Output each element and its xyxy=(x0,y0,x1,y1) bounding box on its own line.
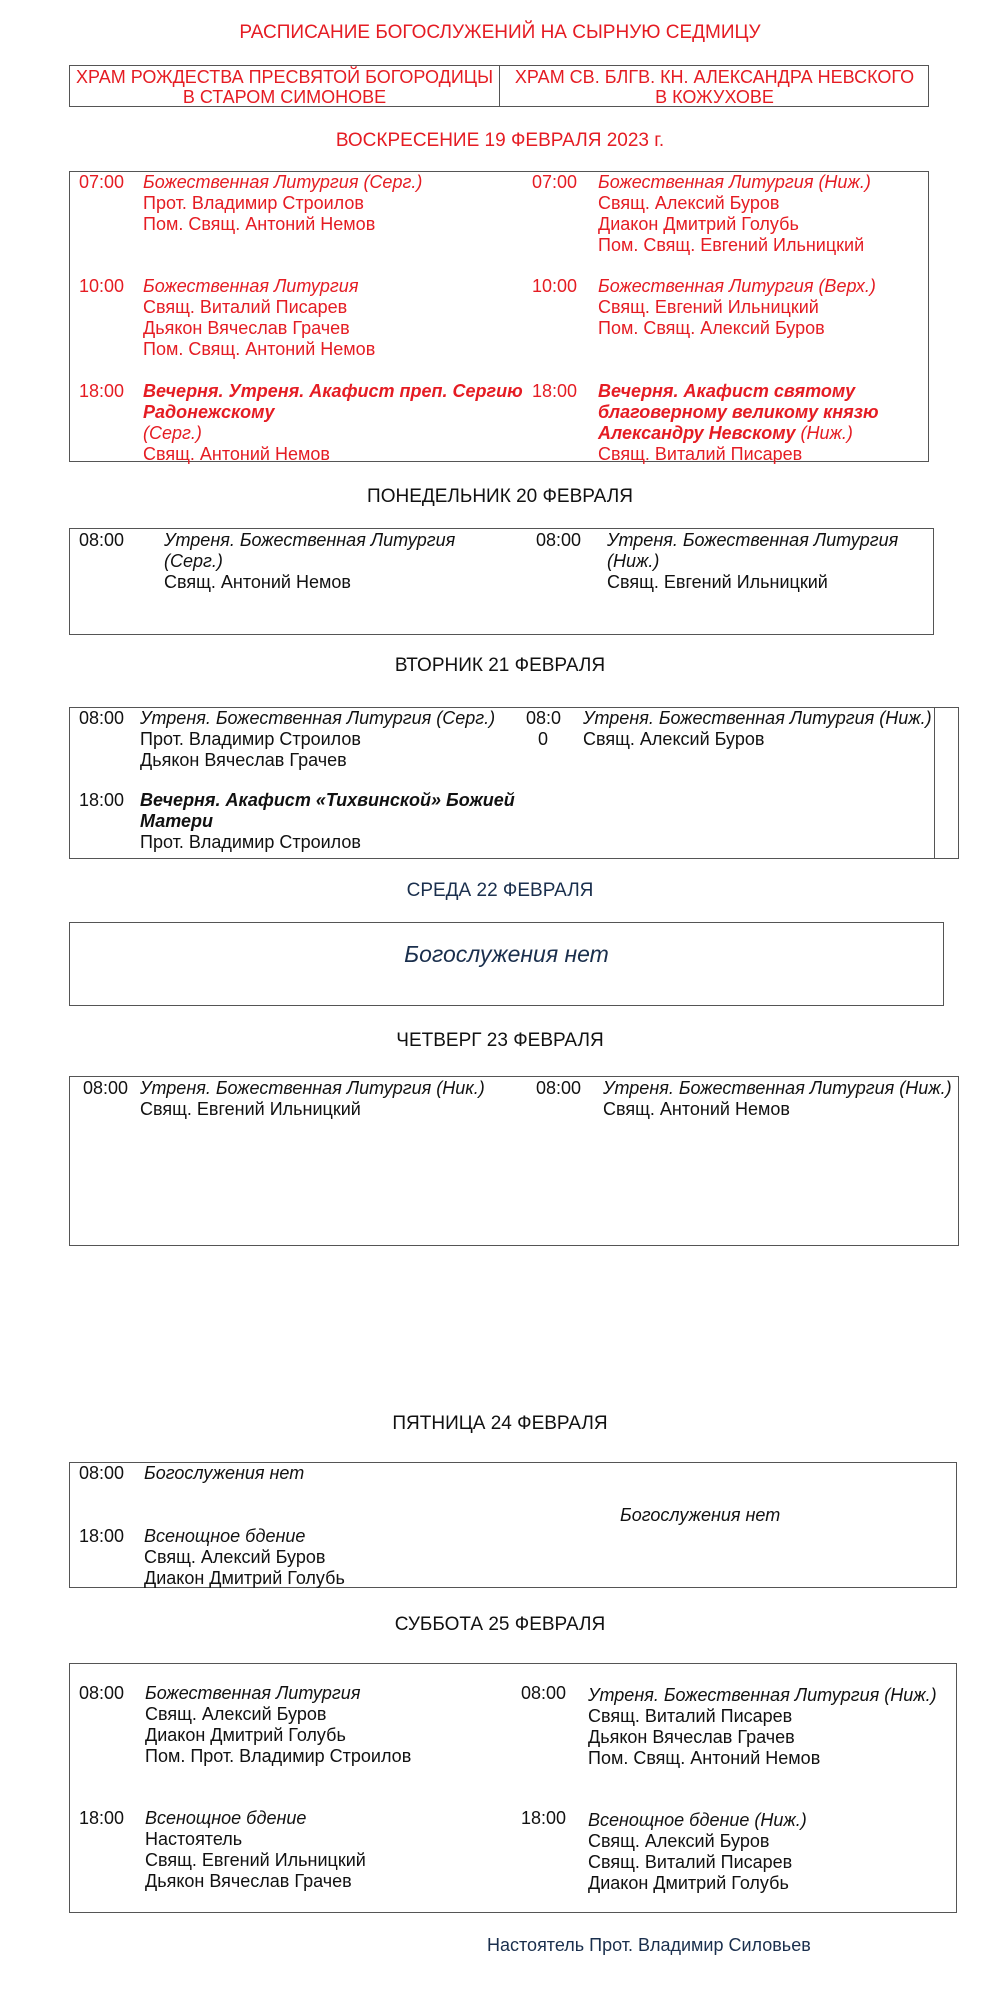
clergy-line: Прот. Владимир Строилов xyxy=(140,729,361,749)
clergy-line: Настоятель xyxy=(145,1829,243,1849)
clergy-line: Пом. Свящ. Антоний Немов xyxy=(143,214,376,234)
service-time: 08:00 xyxy=(83,1078,129,1098)
day-heading-saturday: СУББОТА 25 ФЕВРАЛЯ xyxy=(394,1614,606,1635)
service-entry xyxy=(143,381,523,465)
clergy-line: Свящ. Алексий Буров xyxy=(145,1704,327,1724)
service-entry xyxy=(145,1808,366,1892)
service-entry xyxy=(143,172,422,235)
service-title: благоверному великому князю xyxy=(598,402,879,422)
service-time: 07:00 xyxy=(532,172,578,192)
service-entry xyxy=(144,1526,345,1589)
service-entry xyxy=(143,276,375,360)
service-title: Утреня. Божественная Литургия xyxy=(607,530,899,550)
service-entry xyxy=(164,530,455,593)
clergy-line: Свящ. Евгений Ильницкий xyxy=(145,1850,366,1870)
clergy-line: Диакон Дмитрий Голубь xyxy=(144,1568,345,1588)
rector-signature: Настоятель Прот. Владимир Силовьев xyxy=(487,1935,811,1955)
clergy-line: Пом. Свящ. Антоний Немов xyxy=(588,1748,821,1768)
service-entry xyxy=(598,172,871,256)
clergy-line: Свящ. Виталий Писарев xyxy=(588,1852,793,1872)
service-time: 18:00 xyxy=(79,1808,125,1828)
clergy-line: Пом. Свящ. Алексий Буров xyxy=(598,318,825,338)
clergy-line: Пом. Свящ. Евгений Ильницкий xyxy=(598,235,865,255)
service-time: 07:00 xyxy=(79,172,125,192)
day-heading-thursday: ЧЕТВЕРГ 23 ФЕВРАЛЯ xyxy=(396,1030,604,1051)
service-entry xyxy=(144,1463,304,1484)
day-heading-monday: ПОНЕДЕЛЬНИК 20 ФЕВРАЛЯ xyxy=(367,486,633,507)
service-title: Вечерня. Акафист «Тихвинской» Божией xyxy=(140,790,515,810)
clergy-line: Свящ. Евгений Ильницкий xyxy=(140,1099,361,1119)
church-left-line2: В СТАРОМ СИМОНОВЕ xyxy=(182,87,387,107)
wednesday-schedule xyxy=(69,922,944,1006)
service-location-note: (Ниж.) xyxy=(894,1078,952,1098)
service-title: Вечерня. Акафист святому xyxy=(598,381,856,401)
service-time: 18:00 xyxy=(79,790,125,810)
service-title: Матери xyxy=(140,811,213,831)
service-location-note: (Ниж.) xyxy=(607,551,660,571)
service-title: Божественная Литургия xyxy=(598,172,814,192)
day-heading-tuesday: ВТОРНИК 21 ФЕВРАЛЯ xyxy=(394,655,606,676)
clergy-line: Свящ. Антоний Немов xyxy=(603,1099,790,1119)
service-location-note: (Серг.) xyxy=(358,172,423,192)
service-entry xyxy=(140,790,515,853)
clergy-line: Дьякон Вячеслав Грачев xyxy=(140,750,347,770)
service-time: 08:00 xyxy=(536,1078,582,1098)
service-location-note: (Ник.) xyxy=(431,1078,485,1098)
service-time: 08:00 xyxy=(536,530,582,550)
service-time: 18:00 xyxy=(521,1808,567,1828)
clergy-line: Диакон Дмитрий Голубь xyxy=(145,1725,346,1745)
clergy-line: Прот. Владимир Строилов xyxy=(140,832,361,852)
service-entry xyxy=(607,530,898,593)
service-location-note: (Ниж.) xyxy=(749,1810,807,1830)
service-location-note: (Ниж.) xyxy=(813,172,871,192)
clergy-line: Свящ. Алексий Буров xyxy=(583,729,765,749)
service-title: Божественная Литургия xyxy=(145,1683,361,1703)
service-title: Утреня. Божественная Литургия xyxy=(603,1078,895,1098)
no-service-notice: Богослужения нет xyxy=(620,1505,781,1525)
no-service-notice: Богослужения нет xyxy=(404,941,609,967)
service-location-note: (Серг.) xyxy=(431,708,496,728)
service-time: 18:00 xyxy=(79,1526,125,1546)
service-time xyxy=(526,708,560,750)
clergy-line: Свящ. Алексий Буров xyxy=(588,1831,770,1851)
service-location-note: (Верх.) xyxy=(813,276,876,296)
service-title: Вечерня. Утреня. Акафист преп. Сергию xyxy=(143,381,523,401)
service-title: Божественная Литургия xyxy=(598,276,814,296)
clergy-line: Дьякон Вячеслав Грачев xyxy=(143,318,350,338)
service-entry xyxy=(588,1810,807,1894)
clergy-line: Свящ. Евгений Ильницкий xyxy=(607,572,828,592)
clergy-line: Пом. Прот. Владимир Строилов xyxy=(145,1746,412,1766)
clergy-line: Дьякон Вячеслав Грачев xyxy=(145,1871,352,1891)
church-left xyxy=(70,67,499,107)
service-title: Утреня. Божественная Литургия xyxy=(164,530,456,550)
clergy-line: Свящ. Алексий Буров xyxy=(144,1547,326,1567)
clergy-line: Свящ. Евгений Ильницкий xyxy=(598,297,819,317)
day-heading-wednesday: СРЕДА 22 ФЕВРАЛЯ xyxy=(406,880,594,901)
clergy-line: Свящ. Алексий Буров xyxy=(598,193,780,213)
clergy-line: Пом. Свящ. Антоний Немов xyxy=(143,339,376,359)
service-entry xyxy=(583,708,932,750)
service-location-note: (Серг.) xyxy=(164,551,223,571)
service-entry xyxy=(603,1078,952,1120)
clergy-line: Свящ. Виталий Писарев xyxy=(588,1706,793,1726)
service-time: 08:00 xyxy=(79,708,125,728)
service-time: 08:00 xyxy=(79,530,125,550)
clergy-line: Диакон Дмитрий Голубь xyxy=(588,1873,789,1893)
service-title: Утреня. Божественная Литургия xyxy=(588,1685,880,1705)
service-location-note: (Ниж.) xyxy=(795,423,853,443)
service-entry xyxy=(140,1078,485,1120)
service-title: Всенощное бдение xyxy=(588,1810,750,1830)
clergy-line: Дьякон Вячеслав Грачев xyxy=(588,1727,795,1747)
service-time-part: 0 xyxy=(537,729,548,749)
church-right-line1: ХРАМ СВ. БЛГВ. КН. АЛЕКСАНДРА НЕВСКОГО xyxy=(514,67,915,87)
service-time: 18:00 xyxy=(79,381,125,401)
page-title: РАСПИСАНИЕ БОГОСЛУЖЕНИЙ НА СЫРНУЮ СЕДМИЦУ xyxy=(239,22,761,43)
day-heading-friday: ПЯТНИЦА 24 ФЕВРАЛЯ xyxy=(392,1413,608,1434)
service-title: Утреня. Божественная Литургия xyxy=(140,1078,432,1098)
service-time: 18:00 xyxy=(532,381,578,401)
service-title: Александру Невскому xyxy=(598,423,796,443)
clergy-line: Диакон Дмитрий Голубь xyxy=(598,214,799,234)
service-entry xyxy=(140,708,495,771)
clergy-line: Свящ. Антоний Немов xyxy=(143,444,330,464)
clergy-line: Прот. Владимир Строилов xyxy=(143,193,364,213)
service-title: Божественная Литургия xyxy=(143,172,359,192)
service-time: 08:00 xyxy=(521,1683,567,1703)
service-title: Богослужения нет xyxy=(144,1463,305,1483)
service-title: Всенощное бдение xyxy=(145,1808,307,1828)
service-location-note: (Серг.) xyxy=(143,423,202,443)
clergy-line: Свящ. Виталий Писарев xyxy=(598,444,803,464)
clergy-line: Свящ. Виталий Писарев xyxy=(143,297,348,317)
service-time: 08:00 xyxy=(79,1463,125,1483)
church-right xyxy=(500,67,929,107)
service-location-note: (Ниж.) xyxy=(879,1685,937,1705)
service-entry xyxy=(598,381,879,465)
column-divider xyxy=(934,708,935,858)
service-entry xyxy=(598,276,876,339)
church-right-line2: В КОЖУХОВЕ xyxy=(655,87,774,107)
service-entry xyxy=(588,1685,937,1769)
service-title: Божественная Литургия xyxy=(143,276,359,296)
service-title: Утреня. Божественная Литургия xyxy=(583,708,875,728)
clergy-line: Свящ. Антоний Немов xyxy=(164,572,351,592)
churches-header xyxy=(69,65,929,107)
service-location-note: (Ниж.) xyxy=(874,708,932,728)
service-time: 08:00 xyxy=(79,1683,125,1703)
service-time: 10:00 xyxy=(532,276,578,296)
day-heading-sunday: ВОСКРЕСЕНИЕ 19 ФЕВРАЛЯ 2023 г. xyxy=(335,130,665,151)
service-title: Всенощное бдение xyxy=(144,1526,306,1546)
service-time-part: 08:0 xyxy=(526,708,562,728)
service-entry xyxy=(145,1683,411,1767)
service-time: 10:00 xyxy=(79,276,125,296)
church-left-line1: ХРАМ РОЖДЕСТВА ПРЕСВЯТОЙ БОГОРОДИЦЫ xyxy=(75,67,494,87)
service-title: Утреня. Божественная Литургия xyxy=(140,708,432,728)
service-title: Радонежскому xyxy=(143,402,275,422)
